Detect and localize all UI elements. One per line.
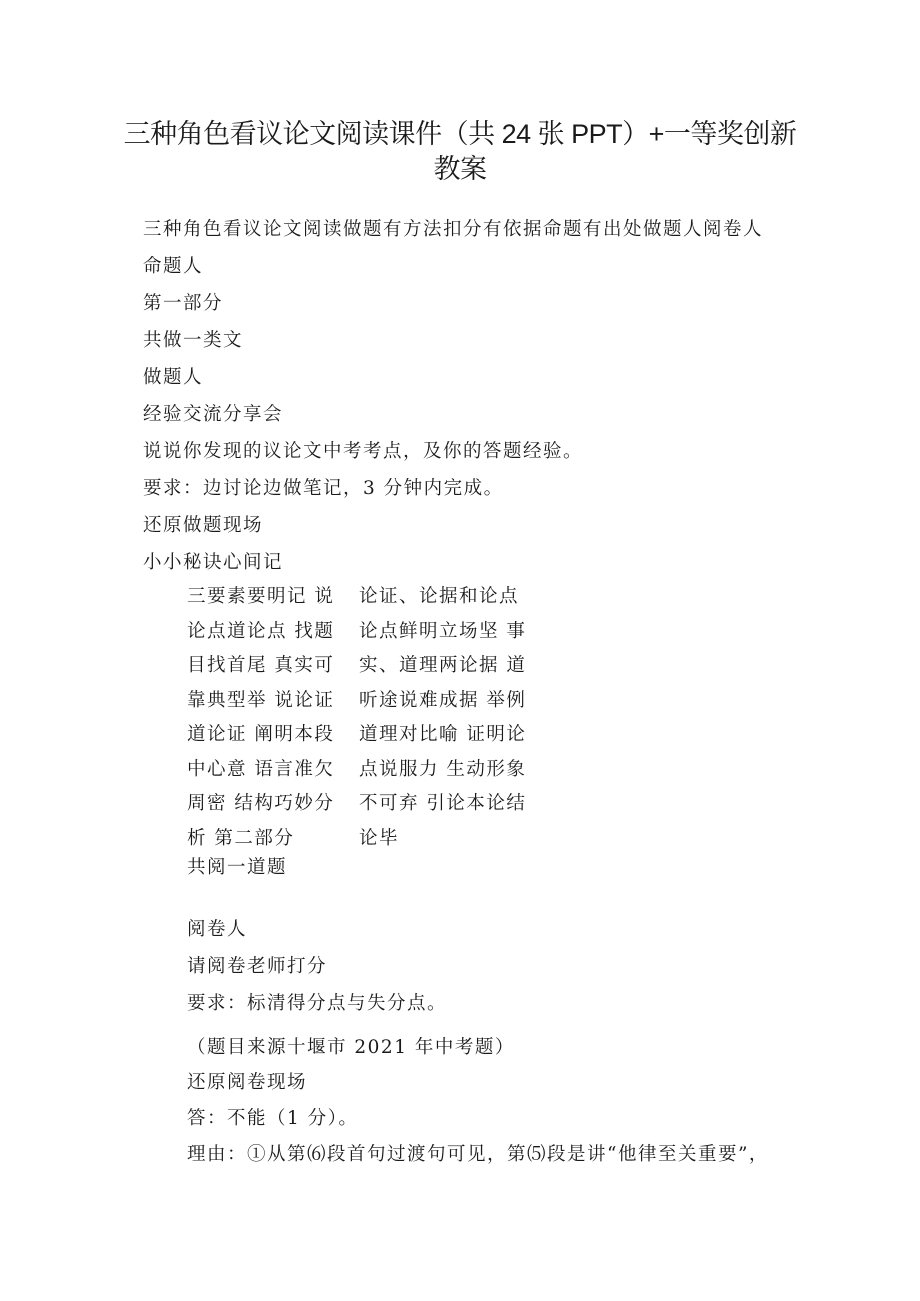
mnemonic-line: 周密 结构巧妙分 [187, 793, 335, 814]
body-line: 共阅一道题 [187, 857, 288, 878]
body-line: 共做一类文 [143, 330, 244, 351]
mnemonic-line: 中心意 语言准欠 [187, 758, 335, 780]
body-line: 小小秘诀心间记 [143, 552, 284, 573]
mnemonic-line: 目找首尾 真实可 [187, 655, 335, 676]
mnemonic-line: 道论证 阐明本段 [187, 724, 335, 745]
body-line: 还原阅卷现场 [187, 1072, 308, 1093]
mnemonic-line: 靠典型举 说论证 [187, 689, 335, 711]
body-line: 要求：标清得分点与失分点。 [187, 993, 448, 1014]
body-line: 经验交流分享会 [143, 404, 284, 425]
body-line: 三种角色看议论文阅读做题有方法扣分有依据命题有出处做题人阅卷人 [143, 219, 764, 240]
mnemonic-left-column [187, 580, 334, 856]
body-line: 请阅卷老师打分 [187, 956, 328, 977]
mnemonic-line: 三要素要明记 说 [187, 586, 335, 607]
body-line: 还原做题现场 [143, 515, 264, 536]
mnemonic-line: 实、道理两论据 道 [359, 655, 527, 676]
document-title-line-2: 教案 [433, 154, 487, 184]
mnemonic-line: 不可弃 引论本论结 [359, 793, 527, 814]
body-line: 阅卷人 [187, 919, 248, 940]
mnemonic-line: 论毕 [359, 827, 400, 849]
body-line: 说说你发现的议论文中考考点，及你的答题经验。 [143, 441, 584, 462]
mnemonic-line: 论证、论据和论点 [359, 586, 520, 607]
mnemonic-line: 点说服力 生动形象 [359, 758, 527, 780]
body-line: 理由：①从第⑹段首句过渡句可见，第⑸段是讲“他律至关重要”， [187, 1144, 769, 1165]
body-line: 答：不能（1 分）。 [187, 1108, 359, 1129]
source-note: （题目来源十堰市 2021 年中考题） [187, 1037, 515, 1058]
body-line: 命题人 [143, 256, 204, 277]
mnemonic-line: 论点道论点 找题 [187, 620, 335, 642]
document-title-line-1: 三种角色看议论文阅读课件（共 24 张 PPT）+一等奖创新 [123, 119, 797, 149]
mnemonic-line: 析 第二部分 [187, 827, 295, 849]
body-line: 做题人 [143, 367, 204, 388]
mnemonic-line: 听途说难成据 举例 [359, 689, 527, 711]
mnemonic-line: 论点鲜明立场坚 事 [359, 620, 527, 642]
mnemonic-line: 道理对比喻 证明论 [359, 724, 527, 745]
section-heading-part-1: 第一部分 [143, 293, 224, 314]
mnemonic-right-column [359, 580, 526, 856]
body-line: 要求：边讨论边做笔记，3 分钟内完成。 [143, 478, 504, 499]
